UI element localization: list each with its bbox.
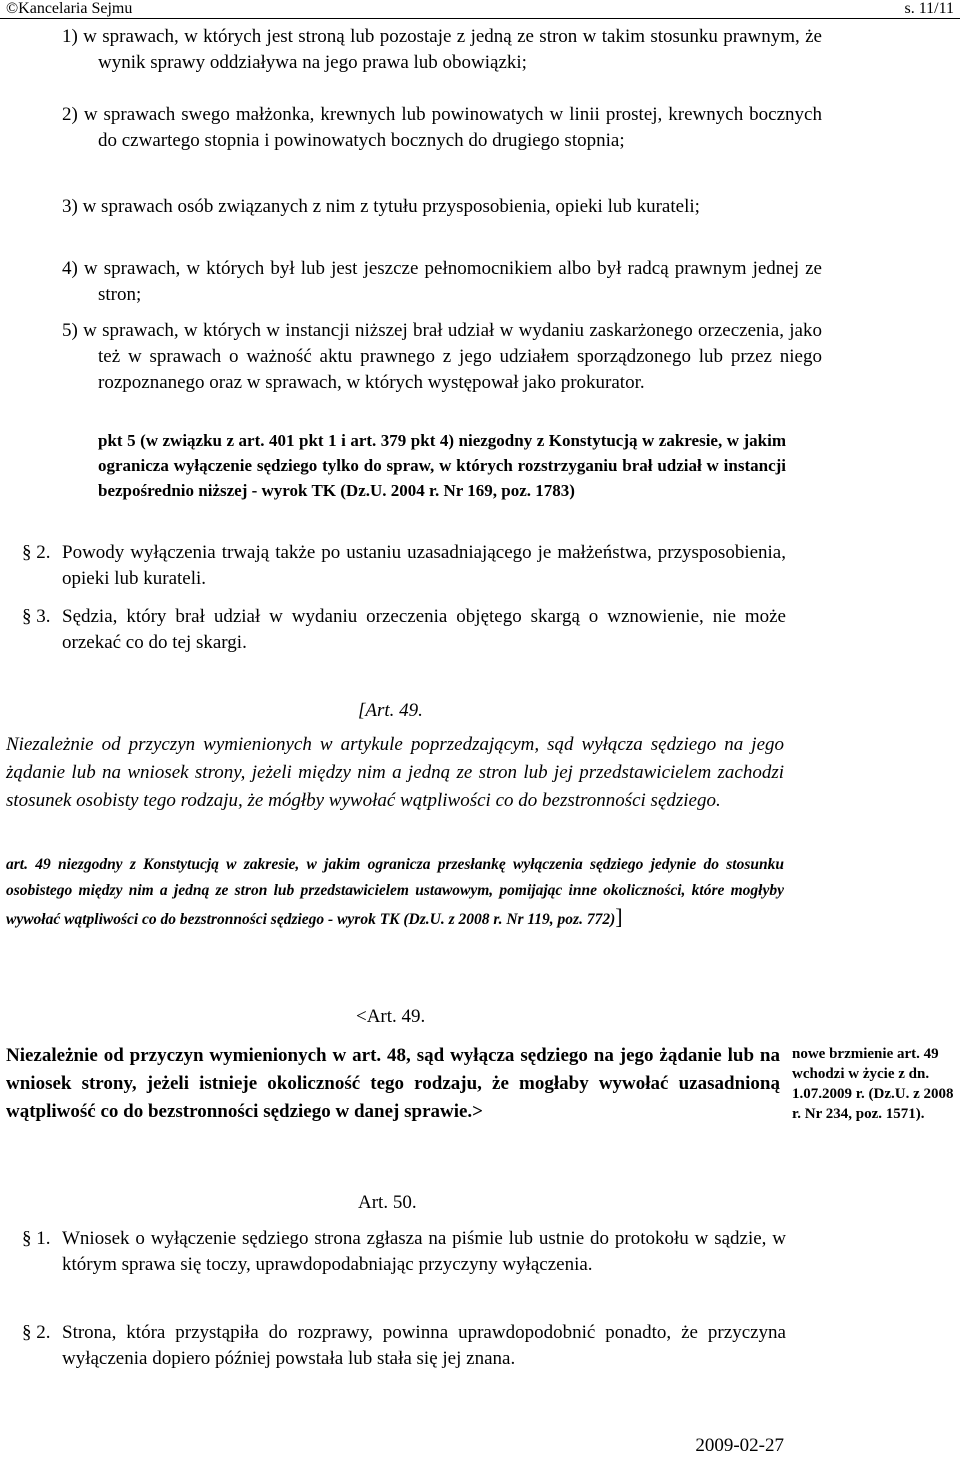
paragraph-1 — [22, 1226, 786, 1278]
list-item: 3) w sprawach osób związanych z nim z tytułu przysposobienia, opieki lub kurateli; — [62, 196, 700, 217]
header-rule — [0, 18, 960, 19]
constitutional-note: pkt 5 (w związku z art. 401 pkt 1 i art. 379 pkt 4) niezgodny z Konstytucją w zakresie, w jakim ogranicza wyłączenie sędziego tylko do spraw, w których rozstrzyganiu brał udział w instancji bezpośrednio niższej - wyrok TK (Dz.U. 2004 r. Nr 169, poz. 1783) — [98, 431, 786, 500]
paragraph-mark: § 1. — [22, 1228, 51, 1249]
list-item: 5) w sprawach, w których w instancji niższej brał udział w wydaniu zaskarżonego orzeczenia, jako też w sprawach o ważność aktu prawnego z jego udziałem sporządzonego lub przez niego rozpoznanego oraz w sprawach, w których występował jako prokurator. — [62, 320, 822, 393]
paragraph-text: Strona, która przystąpiła do rozprawy, powinna uprawdopodobnić ponadto, że przyczyna wyłączenia dopiero później powstała lub stała się jej znana. — [62, 1322, 786, 1369]
list-item: 4) w sprawach, w których był lub jest jeszcze pełnomocnikiem albo był radcą prawnym jednej ze stron; — [62, 258, 822, 305]
header-page-number: s. 11/11 — [904, 0, 954, 17]
closing-bracket: ] — [615, 904, 623, 929]
list-item: 2) w sprawach swego małżonka, krewnych lub powinowatych w linii prostej, krewnych bocznych do czwartego stopnia i powinowatych bocznych do drugiego stopnia; — [62, 104, 822, 151]
new-article-49-text: Niezależnie od przyczyn wymienionych w art. 48, sąd wyłącza sędziego na jego żądanie lub na wniosek strony, jeżeli istnieje okoliczność tego rodzaju, że mogłaby wywołać uzasadnioną wątpliwość co do bezstronności sędziego w danej sprawie.> — [6, 1045, 780, 1122]
paragraph-mark: § 2. — [22, 542, 51, 563]
paragraph-text: Sędzia, który brał udział w wydaniu orzeczenia objętego skargą o wznowienie, nie może orzekać co do tej skargi. — [62, 606, 786, 653]
old-article-49-heading: [Art. 49. — [358, 700, 423, 721]
side-note: nowe brzmienie art. 49 wchodzi w życie z dn. 1.07.2009 r. (Dz.U. z 2008 r. Nr 234, poz. 1571). — [792, 1046, 954, 1122]
paragraph-text: Wniosek o wyłączenie sędziego strona zgłasza na piśmie lub ustnie do protokołu w sądzie, w którym sprawa się toczy, uprawdopodabniając przyczyny wyłączenia. — [62, 1228, 786, 1275]
old-article-49-note — [6, 852, 784, 933]
paragraph-3 — [22, 604, 786, 656]
paragraph-2 — [22, 1320, 786, 1372]
footer-date: 2009-02-27 — [695, 1435, 784, 1456]
list-item: 1) w sprawach, w których jest stroną lub pozostaje z jedną ze stron w takim stosunku prawnym, że wynik sprawy oddziaływa na jego prawa lub obowiązki; — [62, 26, 822, 73]
new-article-49-heading: <Art. 49. — [356, 1006, 426, 1027]
header-source: ©Kancelaria Sejmu — [6, 0, 133, 17]
article-50-heading: Art. 50. — [358, 1192, 417, 1213]
old-article-49-note-text: art. 49 niezgodny z Konstytucją w zakresie, w jakim ogranicza przesłankę wyłączenia sędziego jedynie do stosunku osobistego między nim a jedną ze stron lub przedstawicielem ustawowym, pomijając inne okoliczności, które mogłyby wywołać wątpliwości co do bezstronności sędziego - wyrok TK (Dz.U. z 2008 r. Nr 119, poz. 772) — [6, 856, 784, 928]
paragraph-text: Powody wyłączenia trwają także po ustaniu uzasadniającego je małżeństwa, przysposobienia, opieki lub kurateli. — [62, 542, 786, 589]
old-article-49-text: Niezależnie od przyczyn wymienionych w artykule poprzedzającym, sąd wyłącza sędziego na jego żądanie lub na wniosek strony, jeżeli między nim a jedną ze stron lub jej przedstawicielem zachodzi stosunek osobisty tego rodzaju, że mógłby wywołać wątpliwości co do bezstronności sędziego. — [6, 734, 784, 811]
page-header — [0, 0, 960, 20]
paragraph-mark: § 3. — [22, 606, 51, 627]
paragraph-2 — [22, 540, 786, 592]
paragraph-mark: § 2. — [22, 1322, 51, 1343]
